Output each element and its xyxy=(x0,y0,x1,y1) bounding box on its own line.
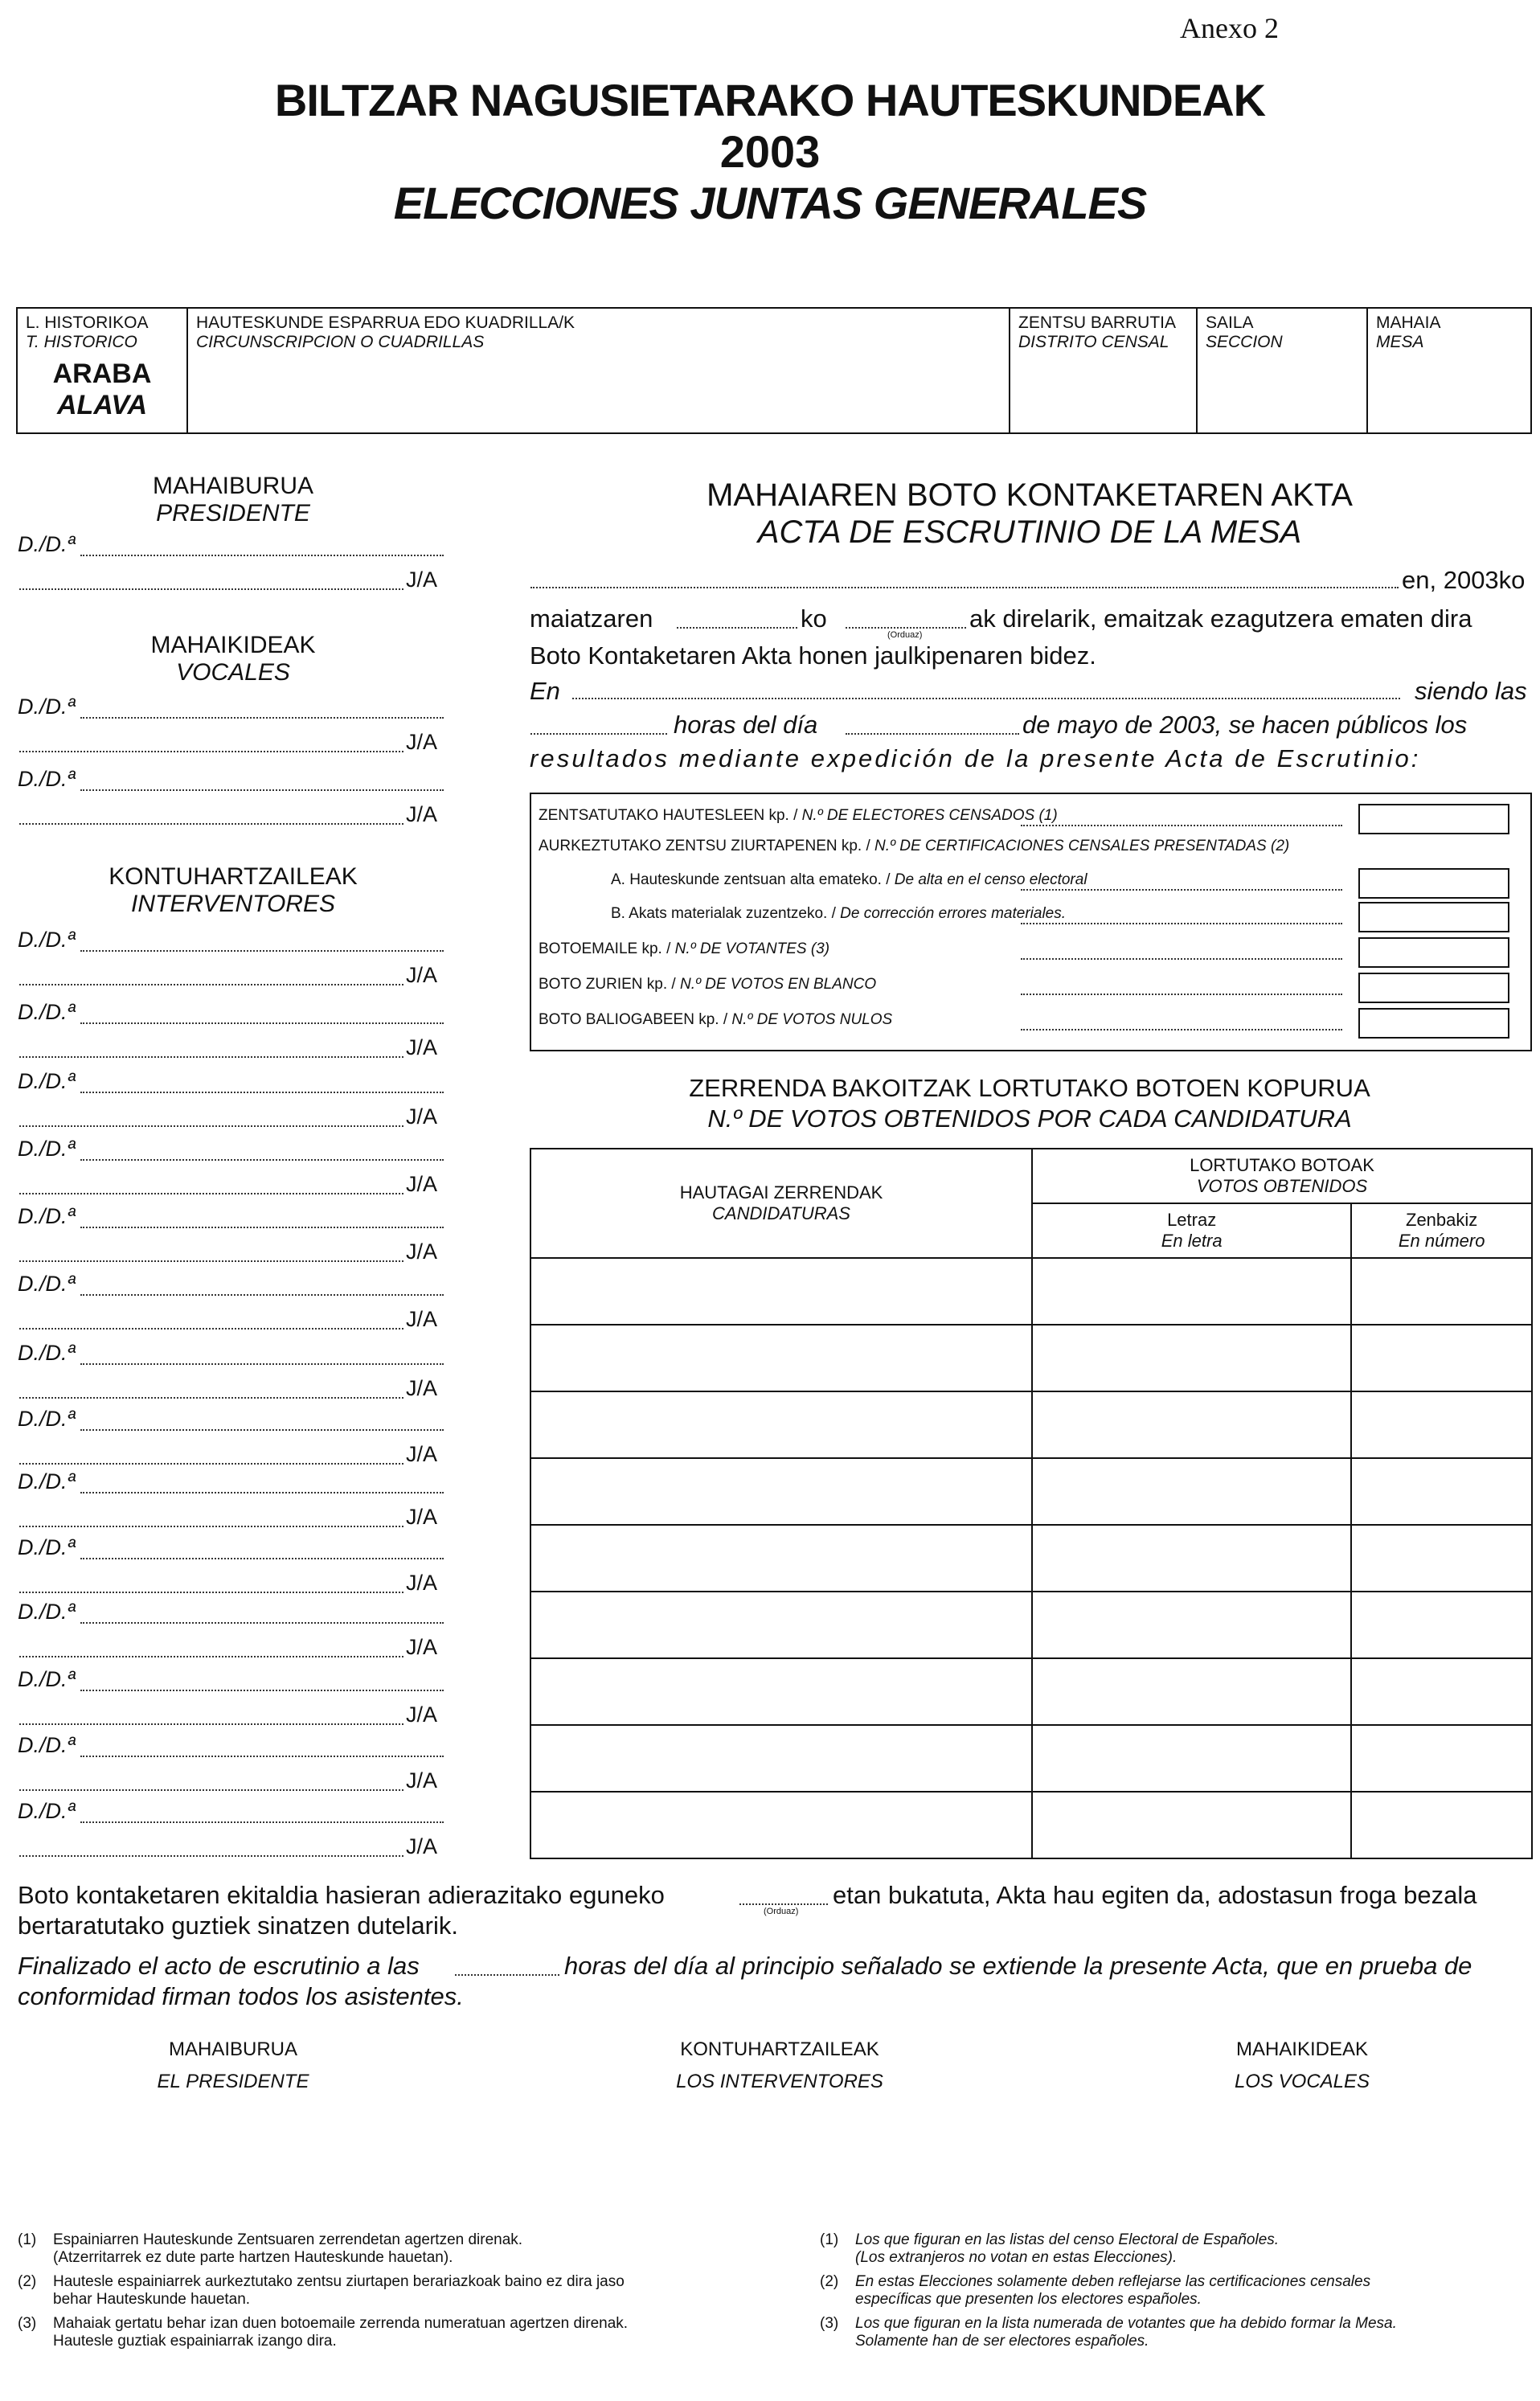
col-num-eu: Zenbakiz xyxy=(1406,1210,1478,1230)
col-votes-es: VOTOS OBTENIDOS xyxy=(1196,1176,1368,1196)
territory-label-es: T. HISTORICO xyxy=(26,333,137,351)
sig-vocales-eu: MAHAIKIDEAK xyxy=(1235,2038,1369,2060)
stat-value-box[interactable] xyxy=(1358,937,1509,968)
closing-eu-b: etan bukatuta, Akta hau egiten da, adostasun froga bezala xyxy=(833,1881,1477,1909)
stat-value-box[interactable] xyxy=(1358,804,1509,834)
footnote-line1: Espainiarren Hauteskunde Zentsuaren zerrendetan agertzen direnak. xyxy=(53,2231,523,2248)
signer-name-field[interactable] xyxy=(80,1363,444,1365)
stat-dots xyxy=(1021,889,1342,891)
footnote-line2: (Los extranjeros no votan en estas Elecciones). xyxy=(855,2249,1178,2266)
closing-es-c: conformidad firman todos los asistentes. xyxy=(18,1982,464,2010)
territory-value-es: ALAVA xyxy=(56,390,148,420)
votes-letter-cell[interactable] xyxy=(1032,1525,1351,1592)
title-line3: ELECCIONES JUNTAS GENERALES xyxy=(393,178,1147,228)
sig-interventores-es: LOS INTERVENTORES xyxy=(676,2071,883,2092)
signer-id-field[interactable] xyxy=(19,1056,403,1058)
signer-ja: J/A xyxy=(406,1035,438,1059)
votes-number-cell[interactable] xyxy=(1351,1325,1532,1391)
stat-row xyxy=(539,1008,1511,1040)
signer-id-field[interactable] xyxy=(19,1125,403,1127)
signer-id-field[interactable] xyxy=(19,984,403,985)
signer-ja: J/A xyxy=(406,1442,438,1466)
closing-orduaz: (Orduaz) xyxy=(764,1907,799,1916)
signer-ja: J/A xyxy=(406,1307,438,1331)
hour-field[interactable] xyxy=(846,627,966,629)
closing-hour-field-es[interactable] xyxy=(455,1974,559,1976)
votes-letter-cell[interactable] xyxy=(1032,1725,1351,1792)
votes-letter-cell[interactable] xyxy=(1032,1658,1351,1725)
signer-id-field[interactable] xyxy=(19,1397,403,1399)
circunscription-label-eu: HAUTESKUNDE ESPARRUA EDO KUADRILLA/K xyxy=(196,313,575,332)
votes-number-cell[interactable] xyxy=(1351,1458,1532,1525)
signer-name-field[interactable] xyxy=(80,1558,444,1559)
signer-name-field[interactable] xyxy=(80,1821,444,1823)
stat-label xyxy=(611,905,1066,923)
vocales-heading-eu: MAHAIKIDEAK xyxy=(150,632,316,658)
signer-id-field[interactable] xyxy=(19,1526,403,1527)
votes-number-cell[interactable] xyxy=(1351,1592,1532,1658)
signer-ja: J/A xyxy=(406,730,438,754)
section-label-es: SECCION xyxy=(1206,333,1283,351)
signature-president xyxy=(80,2038,386,2093)
act-p6: resultados mediante expedición de la presente Acta de Escrutinio: xyxy=(530,744,1421,772)
signer-id-field[interactable] xyxy=(19,1656,403,1657)
votes-number-cell[interactable] xyxy=(1351,1391,1532,1458)
signer-name-field[interactable] xyxy=(80,555,444,556)
act-title-eu: MAHAIAREN BOTO KONTAKETAREN AKTA xyxy=(707,477,1353,513)
signer-ja: J/A xyxy=(406,1702,438,1727)
signer-ja: J/A xyxy=(406,1768,438,1793)
signer-ja: J/A xyxy=(406,802,438,826)
votes-letter-cell[interactable] xyxy=(1032,1258,1351,1325)
signer-prefix: D./D.ª xyxy=(18,1069,76,1093)
signer-id-field[interactable] xyxy=(19,823,403,825)
footnote-line1: En estas Elecciones solamente deben reflejarse las certificaciones censales xyxy=(855,2273,1371,2290)
day-field-es[interactable] xyxy=(846,733,1019,735)
stat-row xyxy=(539,902,1511,934)
district-label-eu: ZENTSU BARRUTIA xyxy=(1018,313,1177,332)
votes-letter-cell[interactable] xyxy=(1032,1458,1351,1525)
signer-prefix: D./D.ª xyxy=(18,1799,76,1823)
signer-ja: J/A xyxy=(406,567,438,592)
stat-label-eu: BOTO ZURIEN kp. / xyxy=(539,976,680,993)
vote-row xyxy=(530,1792,1532,1858)
signer-prefix: D./D.ª xyxy=(18,1137,76,1161)
candidature-cell[interactable] xyxy=(530,1525,1032,1592)
header-cell-territory xyxy=(18,309,188,432)
interventores-heading-es: INTERVENTORES xyxy=(131,891,335,917)
footnote-number: (3) xyxy=(18,2315,37,2332)
candidature-cell[interactable] xyxy=(530,1458,1032,1525)
stat-label-es: N.º DE VOTOS NULOS xyxy=(731,1011,893,1028)
col-num-es: En número xyxy=(1398,1231,1485,1251)
header-cell-district[interactable] xyxy=(1010,309,1198,432)
footnote-number: (2) xyxy=(18,2273,37,2290)
interventores-heading-eu: KONTUHARTZAILEAK xyxy=(109,863,358,890)
sig-president-eu: MAHAIBURUA xyxy=(168,2038,298,2060)
vote-row xyxy=(530,1725,1532,1792)
footnote-line2: (Atzerritarrek ez dute parte hartzen Hauteskunde hauetan). xyxy=(53,2249,453,2266)
title-year: 2003 xyxy=(719,126,821,177)
footnote-line2: Solamente han de ser electores españoles. xyxy=(855,2333,1149,2350)
stat-value-box[interactable] xyxy=(1358,868,1509,899)
sig-interventores-eu: KONTUHARTZAILEAK xyxy=(680,2038,879,2060)
votes-letter-cell[interactable] xyxy=(1032,1391,1351,1458)
signer-id-field[interactable] xyxy=(19,1789,403,1791)
stat-row xyxy=(539,834,1511,867)
signer-id-field[interactable] xyxy=(19,588,403,590)
col-votes-eu: LORTUTAKO BOTOAK xyxy=(1190,1155,1374,1175)
col-letra-es: En letra xyxy=(1161,1231,1223,1251)
stat-label-es: N.º DE ELECTORES CENSADOS (1) xyxy=(801,807,1058,824)
signer-prefix: D./D.ª xyxy=(18,1600,76,1624)
candidature-cell[interactable] xyxy=(530,1792,1032,1858)
footnote-line2: específicas que presenten los electores españoles. xyxy=(855,2291,1202,2308)
hours-field-es[interactable] xyxy=(530,733,667,735)
signer-name-field[interactable] xyxy=(80,1159,444,1161)
stat-label xyxy=(611,871,1087,889)
stat-label xyxy=(539,976,876,994)
mesa-label-es: MESA xyxy=(1376,333,1424,351)
signer-prefix: D./D.ª xyxy=(18,694,76,719)
stat-row xyxy=(539,937,1511,969)
stat-dots xyxy=(1021,825,1342,826)
signer-name-field[interactable] xyxy=(80,1429,444,1431)
place-field[interactable] xyxy=(530,587,1399,588)
act-p3: Boto Kontaketaren Akta honen jaulkipenaren bidez. xyxy=(530,641,1096,670)
signer-id-field[interactable] xyxy=(19,1855,403,1857)
act-p4-b: siendo las xyxy=(1415,677,1527,705)
stat-label xyxy=(539,1011,892,1029)
closing-hour-field[interactable] xyxy=(739,1903,828,1905)
circunscription-label-es: CIRCUNSCRIPCION O CUADRILLAS xyxy=(196,333,485,351)
footnote-number: (3) xyxy=(820,2315,839,2332)
votes-number-cell[interactable] xyxy=(1351,1792,1532,1858)
signer-name-field[interactable] xyxy=(80,1092,444,1093)
signer-name-field[interactable] xyxy=(80,950,444,952)
signer-id-field[interactable] xyxy=(19,1260,403,1262)
signer-id-field[interactable] xyxy=(19,1592,403,1593)
signer-prefix: D./D.ª xyxy=(18,928,76,952)
stat-label xyxy=(539,940,829,958)
vote-row xyxy=(530,1658,1532,1725)
signer-ja: J/A xyxy=(406,1635,438,1659)
closing-eu-c: bertaratutako guztiek sinatzen dutelarik. xyxy=(18,1911,458,1940)
votes-number-cell[interactable] xyxy=(1351,1525,1532,1592)
signer-name-field[interactable] xyxy=(80,789,444,791)
signer-ja: J/A xyxy=(406,1376,438,1400)
act-p2-c: ak direlarik, emaitzak ezagutzera ematen dira xyxy=(969,604,1472,633)
signature-vocales xyxy=(1149,2038,1455,2093)
act-p2-a: maiatzaren xyxy=(530,604,653,633)
stat-value-box[interactable] xyxy=(1358,902,1509,932)
vote-row xyxy=(530,1258,1532,1325)
section-label-eu: SAILA xyxy=(1206,313,1254,332)
day-field[interactable] xyxy=(677,627,797,629)
col-cand-es: CANDIDATURAS xyxy=(712,1203,850,1223)
title-line1: BILTZAR NAGUSIETARAKO HAUTESKUNDEAK xyxy=(274,75,1266,125)
footnote-line1: Los que figuran en la lista numerada de votantes que ha debido formar la Mesa. xyxy=(855,2315,1397,2332)
footnote-line2: behar Hauteskunde hauetan. xyxy=(53,2291,251,2308)
signer-prefix: D./D.ª xyxy=(18,1204,76,1228)
header-cell-section[interactable] xyxy=(1198,309,1368,432)
votes-title-eu: ZERRENDA BAKOITZAK LORTUTAKO BOTOEN KOPURUA xyxy=(689,1074,1370,1102)
candidature-cell[interactable] xyxy=(530,1258,1032,1325)
footnote-line2: Hautesle guztiak espainiarrak izango dira. xyxy=(53,2333,337,2350)
col-letra xyxy=(1032,1203,1351,1258)
footnote-number: (2) xyxy=(820,2273,839,2290)
signer-name-field[interactable] xyxy=(80,1690,444,1691)
stat-dots xyxy=(1021,994,1342,995)
signer-prefix: D./D.ª xyxy=(18,767,76,791)
signer-id-field[interactable] xyxy=(19,751,403,752)
signature-interventores xyxy=(627,2038,932,2093)
signer-ja: J/A xyxy=(406,1505,438,1529)
vote-row xyxy=(530,1391,1532,1458)
sig-president-es: EL PRESIDENTE xyxy=(157,2071,309,2092)
candidature-cell[interactable] xyxy=(530,1391,1032,1458)
signer-id-field[interactable] xyxy=(19,1463,403,1465)
signer-name-field[interactable] xyxy=(80,1294,444,1296)
signer-id-field[interactable] xyxy=(19,1328,403,1330)
stat-label-eu: A. Hauteskunde zentsuan alta emateko. / xyxy=(611,871,895,888)
stat-label-es: De alta en el censo electoral xyxy=(894,871,1087,888)
act-title-es: ACTA DE ESCRUTINIO DE LA MESA xyxy=(757,514,1302,550)
signer-ja: J/A xyxy=(406,1571,438,1595)
stat-label-eu: BOTOEMAILE kp. / xyxy=(539,940,675,957)
stat-label-eu: BOTO BALIOGABEEN kp. / xyxy=(539,1011,732,1028)
stat-value-box[interactable] xyxy=(1358,1008,1509,1039)
territory-label-eu: L. HISTORIKOA xyxy=(26,313,149,332)
stat-value-box[interactable] xyxy=(1358,973,1509,1003)
stat-label-es: N.º DE VOTANTES (3) xyxy=(674,940,830,957)
stat-label-es: N.º DE VOTOS EN BLANCO xyxy=(679,976,877,993)
act-p4-a: En xyxy=(530,677,560,705)
candidature-cell[interactable] xyxy=(530,1725,1032,1792)
vote-row xyxy=(530,1592,1532,1658)
closing-es-b: horas del día al principio señalado se extiende la presente Acta, que en prueba de xyxy=(564,1952,1472,1980)
signer-name-field[interactable] xyxy=(80,1622,444,1624)
act-p2-b: ko xyxy=(801,604,827,633)
votes-letter-cell[interactable] xyxy=(1032,1592,1351,1658)
signer-ja: J/A xyxy=(406,963,438,987)
stat-label-es: N.º DE CERTIFICACIONES CENSALES PRESENTADAS (2) xyxy=(874,838,1290,854)
stat-label-es: De corrección errores materiales. xyxy=(840,905,1067,922)
place-field-es[interactable] xyxy=(572,698,1400,699)
stat-dots xyxy=(1021,923,1342,924)
col-votos xyxy=(1032,1149,1532,1203)
votes-number-cell[interactable] xyxy=(1351,1658,1532,1725)
col-letra-eu: Letraz xyxy=(1167,1210,1217,1230)
signer-prefix: D./D.ª xyxy=(18,1733,76,1757)
header-cell-circunscription[interactable] xyxy=(188,309,1010,432)
candidature-cell[interactable] xyxy=(530,1325,1032,1391)
president-heading-es: PRESIDENTE xyxy=(156,500,310,526)
signer-prefix: D./D.ª xyxy=(18,1341,76,1365)
footnote-line1: Mahaiak gertatu behar izan duen botoemaile zerrenda numeratuan agertzen direnak. xyxy=(53,2315,629,2332)
signer-ja: J/A xyxy=(406,1172,438,1196)
stat-dots xyxy=(1021,958,1342,960)
territory-value-eu: ARABA xyxy=(52,359,152,389)
signer-name-field[interactable] xyxy=(80,1492,444,1493)
header-table xyxy=(16,307,1532,434)
stat-row xyxy=(539,868,1511,900)
mesa-label-eu: MAHAIA xyxy=(1376,313,1441,332)
vote-row xyxy=(530,1525,1532,1592)
signer-ja: J/A xyxy=(406,1834,438,1858)
stat-row xyxy=(539,973,1511,1005)
stat-dots xyxy=(1021,1029,1342,1030)
votes-letter-cell[interactable] xyxy=(1032,1325,1351,1391)
stat-label-eu: B. Akats materialak zuzentzeko. / xyxy=(611,905,841,922)
signer-name-field[interactable] xyxy=(80,1227,444,1228)
signer-name-field[interactable] xyxy=(80,1756,444,1757)
stat-label xyxy=(539,807,1058,825)
signer-prefix: D./D.ª xyxy=(18,1272,76,1296)
votes-number-cell[interactable] xyxy=(1351,1258,1532,1325)
sig-vocales-es: LOS VOCALES xyxy=(1234,2071,1370,2092)
signer-prefix: D./D.ª xyxy=(18,1667,76,1691)
footnote-number: (1) xyxy=(820,2231,839,2248)
vocales-heading-es: VOCALES xyxy=(176,659,290,686)
stat-row xyxy=(539,804,1511,836)
votes-letter-cell[interactable] xyxy=(1032,1792,1351,1858)
votes-table xyxy=(530,1148,1533,1859)
closing-eu-a: Boto kontaketaren ekitaldia hasieran adierazitako eguneko xyxy=(18,1881,665,1909)
vote-row xyxy=(530,1325,1532,1391)
signer-prefix: D./D.ª xyxy=(18,1407,76,1431)
signer-prefix: D./D.ª xyxy=(18,1535,76,1559)
footnote-line1: Los que figuran en las listas del censo Electoral de Españoles. xyxy=(855,2231,1280,2248)
footnote-line1: Hautesle espainiarrek aurkeztutako zentsu ziurtapen berariazkoak baino ez dira jaso xyxy=(53,2273,625,2290)
stat-label xyxy=(539,838,1289,855)
vote-row xyxy=(530,1458,1532,1525)
votes-title-es: N.º DE VOTOS OBTENIDOS POR CADA CANDIDATURA xyxy=(707,1104,1352,1133)
president-heading-eu: MAHAIBURUA xyxy=(152,473,314,499)
candidature-cell[interactable] xyxy=(530,1658,1032,1725)
orduaz-label: (Orduaz) xyxy=(887,630,923,640)
candidature-cell[interactable] xyxy=(530,1592,1032,1658)
stat-label-eu: ZENTSATUTAKO HAUTESLEEN kp. / xyxy=(539,807,802,824)
col-cand-eu: HAUTAGAI ZERRENDAK xyxy=(679,1182,883,1203)
header-cell-mesa[interactable] xyxy=(1368,309,1529,432)
signer-ja: J/A xyxy=(406,1239,438,1264)
act-p1-end: en, 2003ko xyxy=(1402,566,1526,594)
signer-id-field[interactable] xyxy=(19,1723,403,1725)
closing-es-a: Finalizado el acto de escrutinio a las xyxy=(18,1952,420,1980)
signer-id-field[interactable] xyxy=(19,1193,403,1194)
col-candidaturas xyxy=(530,1149,1032,1258)
signer-prefix: D./D.ª xyxy=(18,1000,76,1024)
signer-prefix: D./D.ª xyxy=(18,1469,76,1493)
signer-name-field[interactable] xyxy=(80,1022,444,1024)
votes-number-cell[interactable] xyxy=(1351,1725,1532,1792)
act-p5-a: horas del día xyxy=(674,711,818,739)
act-p5-b: de mayo de 2003, se hacen públicos los xyxy=(1022,711,1468,739)
footnote-number: (1) xyxy=(18,2231,37,2248)
signer-prefix: D./D.ª xyxy=(18,532,76,556)
col-numero xyxy=(1351,1203,1532,1258)
district-label-es: DISTRITO CENSAL xyxy=(1018,333,1169,351)
stat-label-eu: AURKEZTUTAKO ZENTSU ZIURTAPENEN kp. / xyxy=(539,838,875,854)
signer-name-field[interactable] xyxy=(80,717,444,719)
signer-ja: J/A xyxy=(406,1104,438,1129)
annex-label: Anexo 2 xyxy=(1180,12,1279,44)
